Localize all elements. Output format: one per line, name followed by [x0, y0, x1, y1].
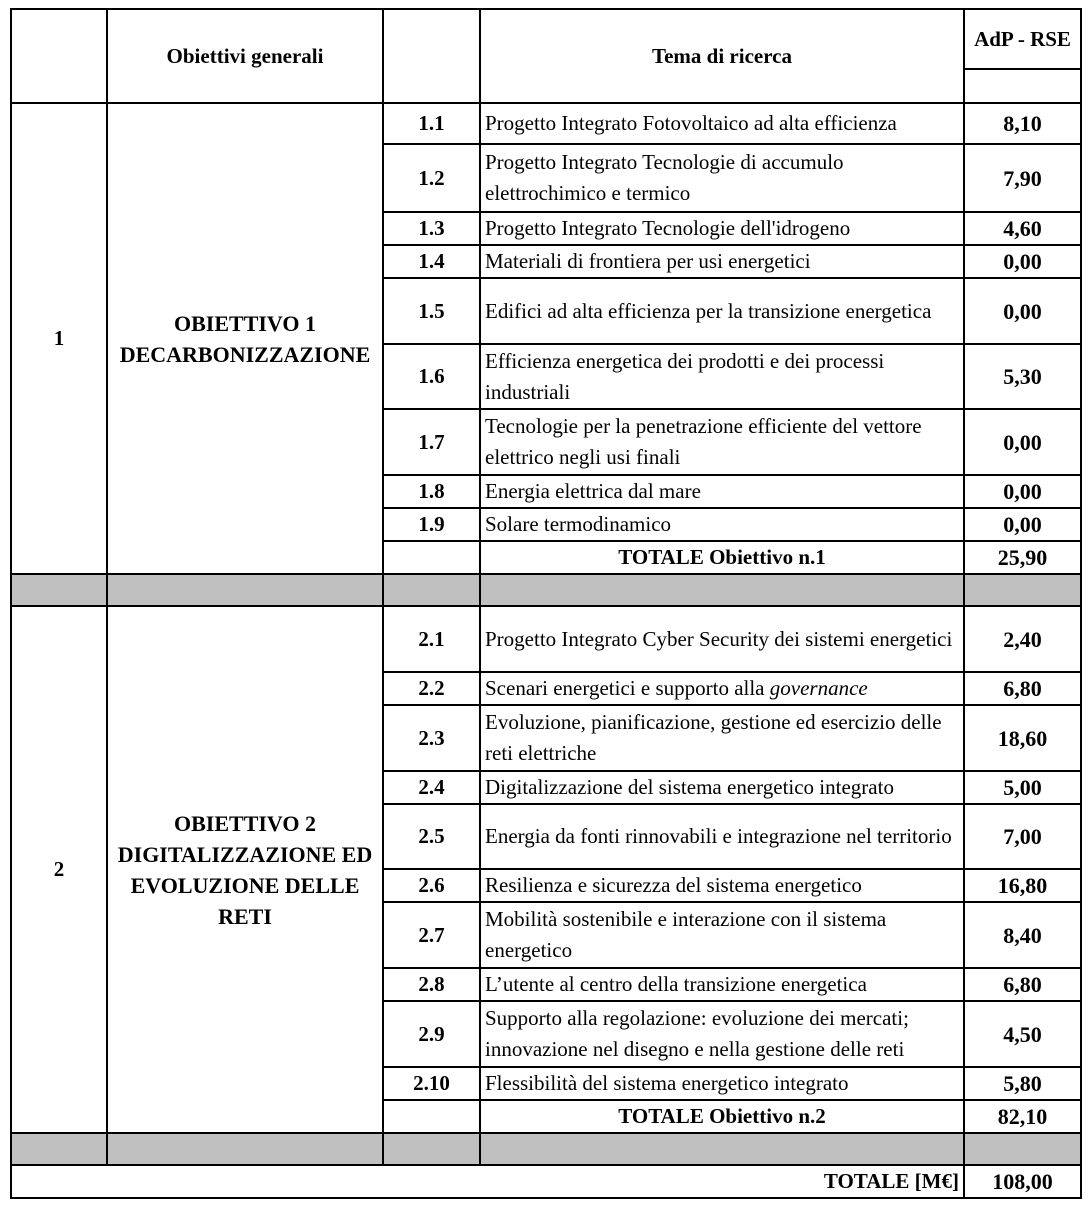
- row-value: 0,00: [964, 409, 1081, 475]
- row-topic-italic: governance: [769, 676, 868, 700]
- objective1-title-line2: DECARBONIZZAZIONE: [119, 341, 371, 367]
- row-value: 6,80: [964, 968, 1081, 1001]
- objective1-total-value: 25,90: [964, 541, 1081, 574]
- header-obiettivi: Obiettivi generali: [107, 9, 383, 103]
- separator-row: [11, 1133, 1081, 1165]
- row-value: 5,30: [964, 344, 1081, 409]
- row-topic: Progetto Integrato Tecnologie dell'idrogeno: [480, 212, 964, 245]
- row-value: 4,60: [964, 212, 1081, 245]
- row-topic: Tecnologie per la penetrazione efficiente del vettore elettrico negli usi finali: [480, 409, 964, 475]
- objective2-title-line2: DIGITALIZZAZIONE ED: [117, 841, 373, 867]
- row-topic: Energia elettrica dal mare: [480, 475, 964, 508]
- row-value: 8,10: [964, 103, 1081, 144]
- row-topic: Energia da fonti rinnovabili e integrazione nel territorio: [480, 804, 964, 869]
- table-row: [11, 606, 1081, 672]
- objective2-title-line3: EVOLUZIONE DELLE: [130, 872, 360, 898]
- row-topic: L’utente al centro della transizione energetica: [480, 968, 964, 1001]
- separator-row: [11, 574, 1081, 606]
- objective1-title: [107, 103, 383, 574]
- objective2-total-label: TOTALE Obiettivo n.2: [480, 1100, 964, 1133]
- row-topic: Progetto Integrato Tecnologie di accumulo elettrochimico e termico: [480, 144, 964, 212]
- grand-total-row: [11, 1165, 1081, 1198]
- objective2-title-line1: OBIETTIVO 2: [174, 810, 316, 836]
- row-value: 7,00: [964, 804, 1081, 869]
- row-topic: Solare termodinamico: [480, 508, 964, 541]
- row-topic: Supporto alla regolazione: evoluzione dei mercati; innovazione nel disegno e nella gestione delle reti: [480, 1001, 964, 1067]
- row-value: 6,80: [964, 672, 1081, 705]
- total-code-cell: [383, 1100, 480, 1133]
- row-code: 1.6: [383, 344, 480, 409]
- row-value: 0,00: [964, 475, 1081, 508]
- table-row: [11, 103, 1081, 144]
- row-code: 1.2: [383, 144, 480, 212]
- header-adp-sub: [964, 69, 1081, 103]
- grand-total-value: 108,00: [964, 1165, 1081, 1198]
- row-topic: Edifici ad alta efficienza per la transizione energetica: [480, 278, 964, 344]
- budget-table: [10, 8, 1082, 1199]
- grand-total-label: TOTALE [M€]: [11, 1165, 964, 1198]
- row-topic: Materiali di frontiera per usi energetici: [480, 245, 964, 278]
- objective2-total-value: 82,10: [964, 1100, 1081, 1133]
- row-code: 2.7: [383, 902, 480, 968]
- row-code: 2.4: [383, 771, 480, 804]
- row-topic: Progetto Integrato Fotovoltaico ad alta efficienza: [480, 103, 964, 144]
- header-tema: Tema di ricerca: [480, 9, 964, 103]
- row-topic: Digitalizzazione del sistema energetico integrato: [480, 771, 964, 804]
- row-topic: Resilienza e sicurezza del sistema energetico: [480, 869, 964, 902]
- objective1-total-label: TOTALE Obiettivo n.1: [480, 541, 964, 574]
- row-value: 7,90: [964, 144, 1081, 212]
- row-value: 0,00: [964, 245, 1081, 278]
- row-code: 2.2: [383, 672, 480, 705]
- total-code-cell: [383, 541, 480, 574]
- objective2-title-line4: RETI: [218, 903, 272, 929]
- row-value: 4,50: [964, 1001, 1081, 1067]
- objective1-title-line1: OBIETTIVO 1: [174, 310, 316, 336]
- row-code: 2.6: [383, 869, 480, 902]
- row-code: 1.5: [383, 278, 480, 344]
- row-topic: Efficienza energetica dei prodotti e dei processi industriali: [480, 344, 964, 409]
- row-code: 2.9: [383, 1001, 480, 1067]
- row-code: 1.4: [383, 245, 480, 278]
- row-topic: Progetto Integrato Cyber Security dei sistemi energetici: [480, 606, 964, 672]
- row-value: 5,00: [964, 771, 1081, 804]
- row-value: 18,60: [964, 705, 1081, 771]
- header-empty-cell: [11, 9, 107, 103]
- row-code: 1.8: [383, 475, 480, 508]
- row-topic: [480, 672, 964, 705]
- row-value: 5,80: [964, 1067, 1081, 1100]
- row-value: 16,80: [964, 869, 1081, 902]
- row-value: 8,40: [964, 902, 1081, 968]
- row-topic: Evoluzione, pianificazione, gestione ed esercizio delle reti elettriche: [480, 705, 964, 771]
- row-code: 1.7: [383, 409, 480, 475]
- row-code: 2.5: [383, 804, 480, 869]
- header-row-top: [11, 9, 1081, 69]
- objective2-title: [107, 606, 383, 1133]
- objective1-number: 1: [11, 103, 107, 574]
- row-value: 2,40: [964, 606, 1081, 672]
- row-topic: Flessibilità del sistema energetico integrato: [480, 1067, 964, 1100]
- row-code: 1.1: [383, 103, 480, 144]
- row-topic: Mobilità sostenibile e interazione con il sistema energetico: [480, 902, 964, 968]
- row-code: 1.3: [383, 212, 480, 245]
- header-adp: AdP - RSE: [964, 9, 1081, 69]
- row-code: 2.1: [383, 606, 480, 672]
- row-code: 2.3: [383, 705, 480, 771]
- row-code: 2.10: [383, 1067, 480, 1100]
- row-topic-text: Scenari energetici e supporto alla: [485, 676, 770, 700]
- row-code: 1.9: [383, 508, 480, 541]
- row-value: 0,00: [964, 278, 1081, 344]
- row-value: 0,00: [964, 508, 1081, 541]
- objective2-number: 2: [11, 606, 107, 1133]
- header-code-cell: [383, 9, 480, 103]
- row-code: 2.8: [383, 968, 480, 1001]
